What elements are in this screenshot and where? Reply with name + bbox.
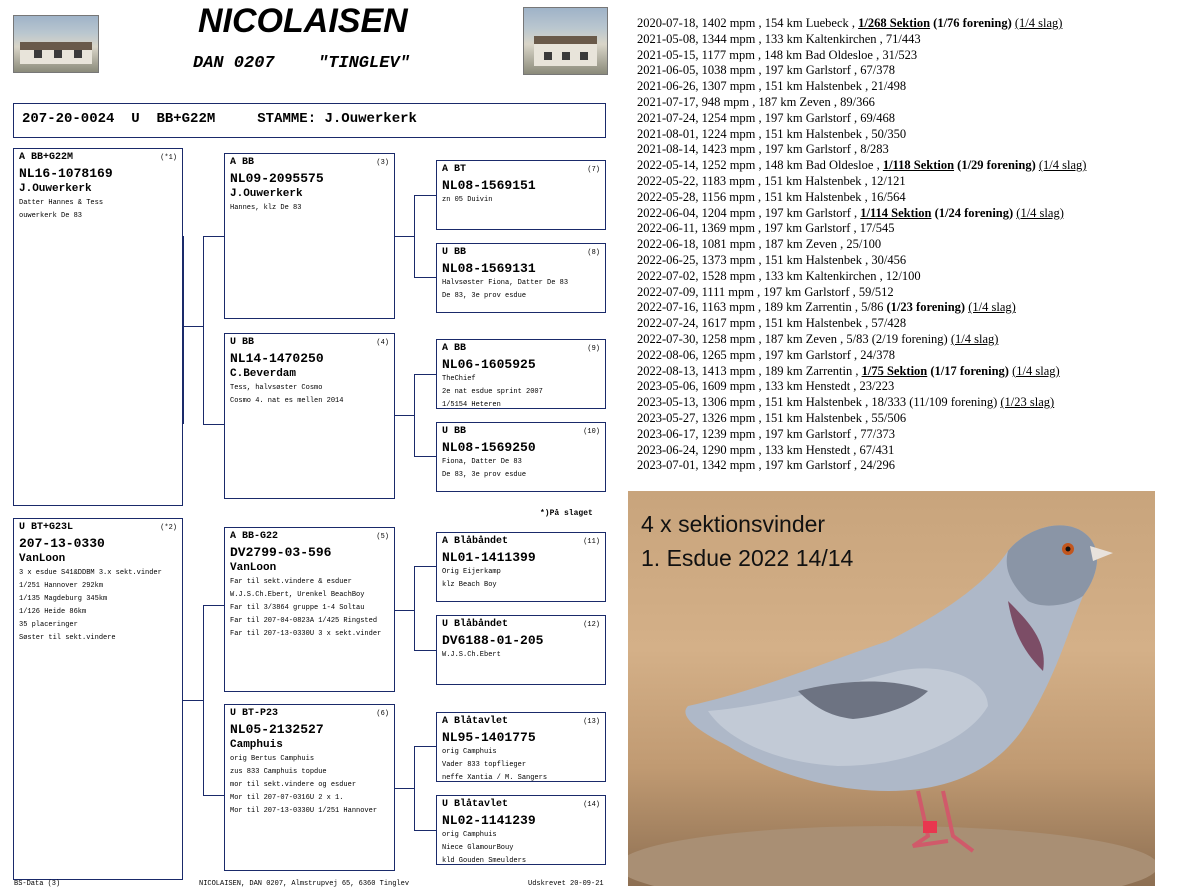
pedigree-color-text: A Blåbåndet xyxy=(442,536,509,547)
pedigree-color xyxy=(442,425,600,439)
footer-center: NICOLAISEN, DAN 0207, Almstrupvej 65, 6360 Tinglev xyxy=(199,880,410,888)
pedigree-number: (12) xyxy=(583,621,600,629)
pedigree-color-text: U BB xyxy=(442,426,467,437)
connector xyxy=(414,650,436,651)
pedigree-number: (*2) xyxy=(160,524,177,532)
pedigree-color-text: U Blåtavlet xyxy=(442,799,509,810)
results-list xyxy=(637,16,1086,474)
connector xyxy=(395,788,414,789)
pedigree-note: 3 x esdue S41&DDBM 3.x sekt.vinder xyxy=(19,569,162,577)
photo-caption-line1: 4 x sektionsvinder xyxy=(641,511,826,537)
pedigree-ring: NL05-2132527 xyxy=(230,722,324,737)
pedigree-box-p5 xyxy=(224,527,395,692)
pedigree-note: Far til 207-13-0330U 3 x sekt.vinder xyxy=(230,630,382,638)
pa-slaget-note: *)På slaget xyxy=(540,509,593,518)
pedigree-number: (10) xyxy=(583,428,600,436)
photo-caption xyxy=(641,507,853,575)
pedigree-note: Niece GlamourBouy xyxy=(442,844,514,852)
pedigree-note: Far til sekt.vindere & esduer xyxy=(230,578,352,586)
pedigree-note: klz Beach Boy xyxy=(442,581,497,589)
pedigree-note: mor til sekt.vindere og esduer xyxy=(230,781,357,789)
pedigree-note: 2e nat esdue sprint 2007 xyxy=(442,388,543,396)
connector xyxy=(395,415,414,416)
pedigree-note: orig Bertus Camphuis xyxy=(230,755,315,763)
connector xyxy=(203,424,224,425)
pedigree-color xyxy=(442,246,600,260)
connector xyxy=(395,610,414,611)
result-row: 2021-06-05, 1038 mpm , 197 km Garlstorf , 67/378 xyxy=(637,63,895,78)
pedigree-note: neffe Xantia / M. Sangers xyxy=(442,774,548,782)
result-row: 2023-07-01, 1342 mpm , 197 km Garlstorf , 24/296 xyxy=(637,458,895,473)
pedigree-box-p12 xyxy=(436,615,606,685)
house-photo-left xyxy=(13,15,99,73)
result-row: 2021-05-08, 1344 mpm , 133 km Kaltenkirchen , 71/443 xyxy=(637,31,921,46)
stamme-label: STAMME: xyxy=(257,111,317,127)
pedigree-owner: J.Ouwerkerk xyxy=(19,183,92,195)
pedigree-box-p13 xyxy=(436,712,606,782)
result-row: 2023-05-06, 1609 mpm , 133 km Henstedt , 23/223 xyxy=(637,379,895,394)
pedigree-note: Far til 3/3864 gruppe 1-4 Soltau xyxy=(230,604,365,612)
result-row: 2022-07-16, 1163 mpm , 189 km Zarrentin , 5/86 (1/23 forening) (1/4 slag) xyxy=(637,300,1016,315)
pedigree-number: (13) xyxy=(583,718,600,726)
pedigree-note: Søster til sekt.vindere xyxy=(19,634,116,642)
connector xyxy=(203,605,204,795)
pedigree-ring: NL02-1141239 xyxy=(442,813,536,828)
pedigree-note: kld Gouden Smeulders xyxy=(442,857,527,865)
main-color: BB+G22M xyxy=(156,111,216,127)
page-title: NICOLAISEN xyxy=(198,2,408,40)
pedigree-note: W.J.S.Ch.Ebert, Urenkel BeachBoy xyxy=(230,591,365,599)
pedigree-note: ouwerkerk De 83 xyxy=(19,212,83,220)
pedigree-number: (14) xyxy=(583,801,600,809)
pedigree-note: 35 placeringer xyxy=(19,621,78,629)
pedigree-note: orig Camphuis xyxy=(442,831,497,839)
result-row: 2022-07-24, 1617 mpm , 151 km Halstenbek , 57/428 xyxy=(637,316,907,331)
pedigree-note: Hannes, klz De 83 xyxy=(230,204,302,212)
result-row: 2021-06-26, 1307 mpm , 151 km Halstenbek , 21/498 xyxy=(637,79,907,94)
pedigree-ring: DV2799-03-596 xyxy=(230,545,332,560)
pedigree-note: Halvsøster Fiona, Datter De 83 xyxy=(442,279,569,287)
connector xyxy=(414,374,436,375)
pedigree-owner: J.Ouwerkerk xyxy=(230,188,303,200)
connector xyxy=(414,746,436,747)
pedigree-ring: NL08-1569250 xyxy=(442,440,536,455)
pedigree-note: Orig Eijerkamp xyxy=(442,568,501,576)
pedigree-owner: VanLoon xyxy=(19,553,66,565)
connector xyxy=(414,566,436,567)
pedigree-ring: NL95-1401775 xyxy=(442,730,536,745)
connector xyxy=(203,236,204,424)
pedigree-color xyxy=(442,535,600,549)
connector xyxy=(183,236,184,424)
result-row: 2022-05-28, 1156 mpm , 151 km Halstenbek , 16/564 xyxy=(637,189,906,204)
pedigree-note: 1/251 Hannover 292km xyxy=(19,582,104,590)
pedigree-color xyxy=(230,707,389,721)
subtitle-tinglev: "TINGLEV" xyxy=(318,54,410,73)
pedigree-color-text: A BB xyxy=(442,343,467,354)
pedigree-owner: C.Beverdam xyxy=(230,368,297,380)
pedigree-note: Vader 833 topflieger xyxy=(442,761,527,769)
pedigree-ring: NL14-1470250 xyxy=(230,351,324,366)
pedigree-ring: 207-13-0330 xyxy=(19,536,105,551)
pedigree-number: (4) xyxy=(376,339,389,347)
pedigree-color xyxy=(442,798,600,812)
footer-left: BS-Data (3) xyxy=(14,880,61,888)
pedigree-color-text: U BB xyxy=(442,247,467,258)
connector xyxy=(414,456,436,457)
pedigree-note: orig Camphuis xyxy=(442,748,497,756)
pedigree-color xyxy=(230,156,389,170)
pedigree-box-p8 xyxy=(436,243,606,313)
connector xyxy=(203,795,224,796)
pedigree-box-p1 xyxy=(13,148,183,506)
pedigree-note: De 83, 3e prov esdue xyxy=(442,292,527,300)
pedigree-number: (11) xyxy=(583,538,600,546)
pedigree-note: zn 05 Duivin xyxy=(442,196,493,204)
pedigree-color-text: A BB-G22 xyxy=(230,531,279,542)
pedigree-color xyxy=(230,336,389,350)
pedigree-color xyxy=(442,618,600,632)
pedigree-note: Fiona, Datter De 83 xyxy=(442,458,522,466)
pedigree-ring: NL06-1605925 xyxy=(442,357,536,372)
pedigree-color xyxy=(230,530,389,544)
pedigree-note: Datter Hannes & Tess xyxy=(19,199,104,207)
result-row: 2022-06-25, 1373 mpm , 151 km Halstenbek , 30/456 xyxy=(637,252,907,267)
connector xyxy=(183,326,203,327)
result-row: 2022-08-13, 1413 mpm , 189 km Zarrentin , 1/75 Sektion (1/17 forening) (1/4 slag) xyxy=(637,363,1060,378)
result-row: 2023-05-13, 1306 mpm , 151 km Halstenbek , 18/333 (11/109 forening) (1/23 slag) xyxy=(637,395,1055,410)
pedigree-note: Mor til 207-07-0316U 2 x 1. xyxy=(230,794,344,802)
result-row: 2022-05-22, 1183 mpm , 151 km Halstenbek , 12/121 xyxy=(637,173,906,188)
connector xyxy=(203,236,224,237)
result-row: 2021-08-14, 1423 mpm , 197 km Garlstorf , 8/283 xyxy=(637,142,889,157)
connector xyxy=(183,700,203,701)
pedigree-note: Tess, halvsøster Cosmo xyxy=(230,384,323,392)
pedigree-note: 1/135 Magdeburg 345km xyxy=(19,595,108,603)
connector xyxy=(414,374,415,456)
pedigree-ring: NL09-2095575 xyxy=(230,171,324,186)
photo-caption-line2: 1. Esdue 2022 14/14 xyxy=(641,545,854,571)
house-photo-right xyxy=(523,7,608,75)
pedigree-note: De 83, 3e prov esdue xyxy=(442,471,527,479)
pedigree-box-p2 xyxy=(13,518,183,880)
main-ring: 207-20-0024 xyxy=(22,111,115,127)
pedigree-note: TheChief xyxy=(442,375,476,383)
connector xyxy=(414,566,415,650)
subtitle-dan: DAN 0207 xyxy=(193,54,275,73)
pedigree-color-text: A Blåtavlet xyxy=(442,716,509,727)
result-row: 2023-06-17, 1239 mpm , 197 km Garlstorf , 77/373 xyxy=(637,426,895,441)
result-row: 2022-06-11, 1369 mpm , 197 km Garlstorf , 17/545 xyxy=(637,221,895,236)
pedigree-note: 1/126 Heide 86km xyxy=(19,608,87,616)
pedigree-ring: NL01-1411399 xyxy=(442,550,536,565)
connector xyxy=(414,195,436,196)
pedigree-note: W.J.S.Ch.Ebert xyxy=(442,651,501,659)
footer-right: Udskrevet 20-09-21 xyxy=(528,880,604,888)
result-row: 2023-05-27, 1326 mpm , 151 km Halstenbek , 55/506 xyxy=(637,410,907,425)
pedigree-box-p11 xyxy=(436,532,606,602)
pedigree-color-text: A BB+G22M xyxy=(19,152,74,163)
pedigree-number: (*1) xyxy=(160,154,177,162)
pedigree-number: (9) xyxy=(587,345,600,353)
connector xyxy=(395,236,414,237)
pedigree-number: (3) xyxy=(376,159,389,167)
pedigree-note: Mor til 207-13-0330U 1/251 Hannover xyxy=(230,807,378,815)
pedigree-number: (7) xyxy=(587,166,600,174)
pigeon-header-box xyxy=(13,103,606,138)
result-row: 2022-06-04, 1204 mpm , 197 km Garlstorf , 1/114 Sektion (1/24 forening) (1/4 slag) xyxy=(637,205,1064,220)
pedigree-note: zus 833 Camphuis topdue xyxy=(230,768,327,776)
result-row: 2022-07-02, 1528 mpm , 133 km Kaltenkirchen , 12/100 xyxy=(637,268,921,283)
pedigree-color-text: A BB xyxy=(230,157,255,168)
pedigree-color xyxy=(19,521,177,535)
pedigree-note: 1/5154 Heteren xyxy=(442,401,501,409)
pedigree-color xyxy=(442,163,600,177)
result-row: 2022-07-30, 1258 mpm , 187 km Zeven , 5/83 (2/19 forening) (1/4 slag) xyxy=(637,331,999,346)
result-row: 2021-07-24, 1254 mpm , 197 km Garlstorf , 69/468 xyxy=(637,110,895,125)
pedigree-owner: VanLoon xyxy=(230,562,277,574)
result-row: 2022-07-09, 1111 mpm , 197 km Garlstorf , 59/512 xyxy=(637,284,894,299)
pedigree-note: Far til 207-04-0823A 1/425 Ringsted xyxy=(230,617,378,625)
pedigree-box-p4 xyxy=(224,333,395,499)
pedigree-number: (5) xyxy=(376,533,389,541)
pedigree-ring: NL16-1078169 xyxy=(19,166,113,181)
pedigree-ring: DV6188-01-205 xyxy=(442,633,544,648)
result-row: 2022-06-18, 1081 mpm , 187 km Zeven , 25/100 xyxy=(637,237,882,252)
pedigree-color xyxy=(442,715,600,729)
result-row: 2021-05-15, 1177 mpm , 148 km Bad Oldesloe , 31/523 xyxy=(637,47,918,62)
pedigree-box-p9 xyxy=(436,339,606,409)
pedigree-color-text: U BB xyxy=(230,337,255,348)
result-row: 2022-05-14, 1252 mpm , 148 km Bad Oldesloe , 1/118 Sektion (1/29 forening) (1/4 slag) xyxy=(637,158,1087,173)
connector xyxy=(414,830,436,831)
pedigree-color-text: U BT-P23 xyxy=(230,708,279,719)
pedigree-number: (8) xyxy=(587,249,600,257)
connector xyxy=(414,195,415,277)
connector xyxy=(203,605,224,606)
pedigree-ring: NL08-1569131 xyxy=(442,261,536,276)
pedigree-box-p3 xyxy=(224,153,395,319)
result-row: 2021-08-01, 1224 mpm , 151 km Halstenbek , 50/350 xyxy=(637,126,907,141)
connector xyxy=(414,746,415,830)
pedigree-color-text: U BT+G23L xyxy=(19,522,74,533)
pedigree-note: Cosmo 4. nat es mellen 2014 xyxy=(230,397,344,405)
result-row: 2023-06-24, 1290 mpm , 133 km Henstedt , 67/431 xyxy=(637,442,895,457)
result-row: 2020-07-18, 1402 mpm , 154 km Luebeck , 1/268 Sektion (1/76 forening) (1/4 slag) xyxy=(637,16,1063,30)
pedigree-ring: NL08-1569151 xyxy=(442,178,536,193)
pedigree-owner: Camphuis xyxy=(230,739,283,751)
pedigree-box-p10 xyxy=(436,422,606,492)
pedigree-number: (6) xyxy=(376,710,389,718)
result-row: 2021-07-17, 948 mpm , 187 km Zeven , 89/366 xyxy=(637,94,875,109)
pedigree-color-text: A BT xyxy=(442,164,467,175)
pedigree-box-p6 xyxy=(224,704,395,871)
main-sex: U xyxy=(131,111,140,127)
pedigree-box-p7 xyxy=(436,160,606,230)
result-row: 2022-08-06, 1265 mpm , 197 km Garlstorf , 24/378 xyxy=(637,347,895,362)
connector xyxy=(414,277,436,278)
pedigree-color xyxy=(19,151,177,165)
pedigree-color-text: U Blåbåndet xyxy=(442,619,509,630)
pedigree-color xyxy=(442,342,600,356)
stamme-value: J.Ouwerkerk xyxy=(324,111,417,127)
pedigree-box-p14 xyxy=(436,795,606,865)
